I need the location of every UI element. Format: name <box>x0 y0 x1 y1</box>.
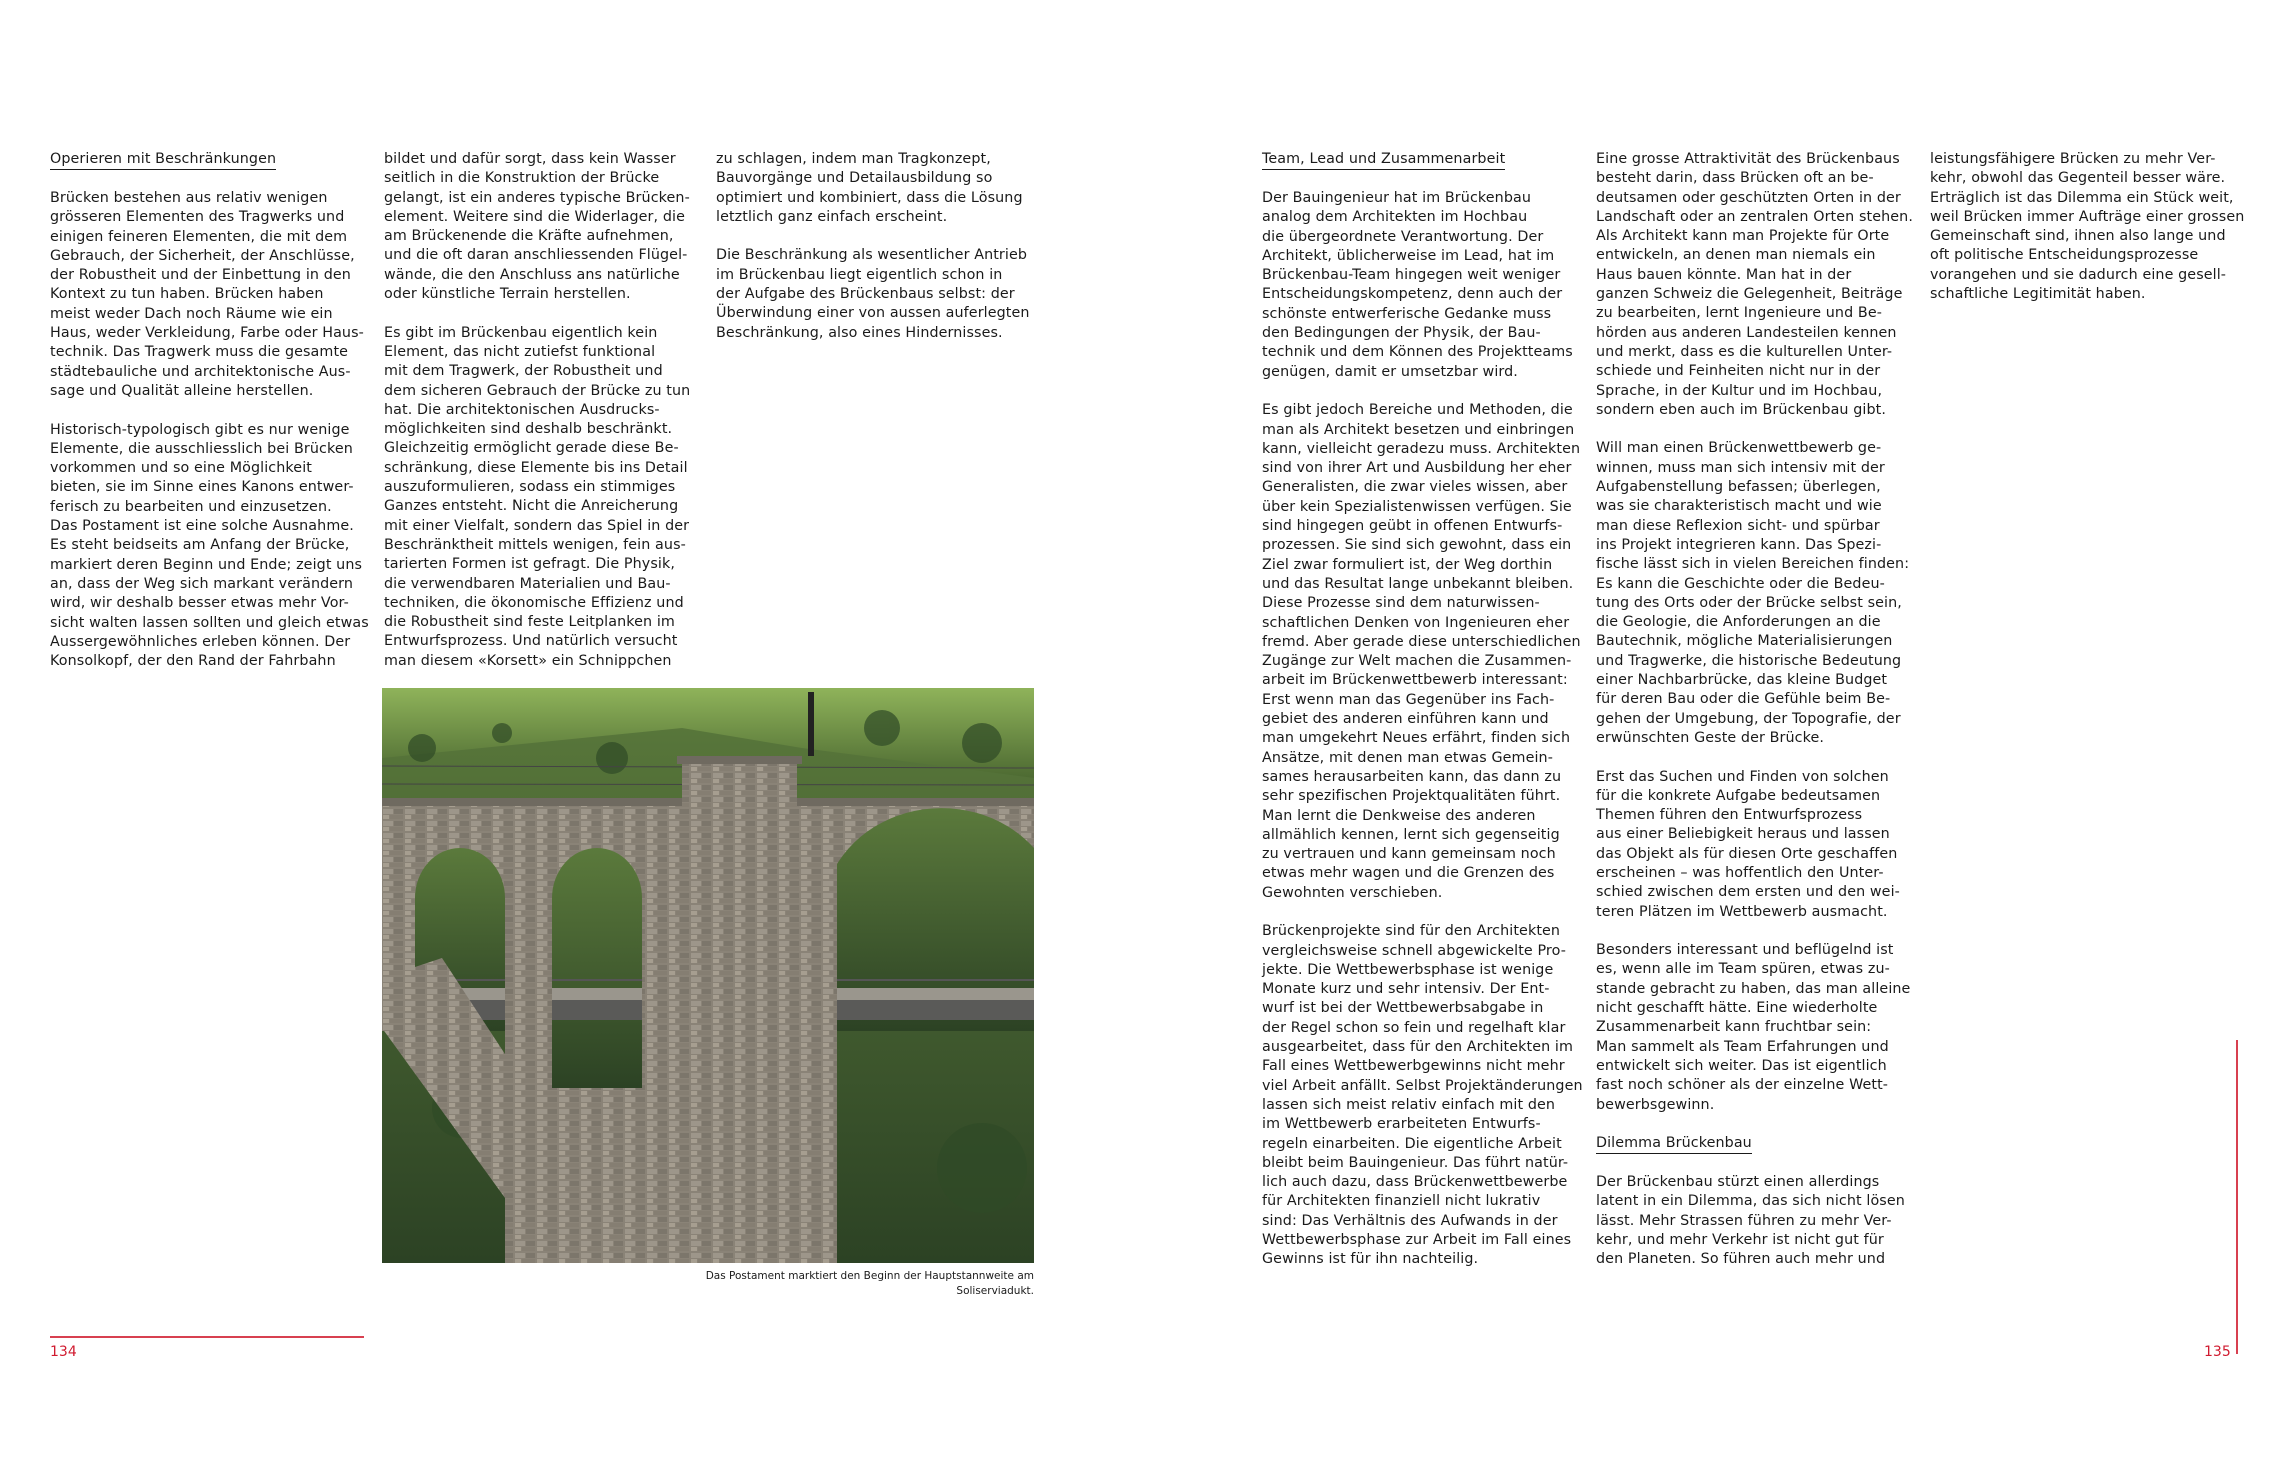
text-line: technik und dem Können des Projektteams <box>1262 344 1573 361</box>
text-line: Entwurfsprozess. Und natürlich versucht <box>384 633 678 650</box>
text-line: einigen feineren Elementen, die mit dem <box>50 228 348 245</box>
text-line: hörden aus anderen Landesteilen kennen <box>1596 324 1897 341</box>
text-line: schaftlichen Denken von Ingenieuren eher <box>1262 614 1570 631</box>
text-line: den Bedingungen der Physik, der Bau- <box>1262 325 1541 342</box>
paragraph-gap <box>384 304 714 323</box>
text-line: die verwendbaren Materialien und Bau- <box>384 575 671 592</box>
text-line: regeln einarbeiten. Die eigentliche Arbeit <box>1262 1135 1562 1152</box>
text-line: Element, das nicht zutiefst funktional <box>384 343 656 360</box>
text-block <box>716 150 1046 362</box>
text-line: im Brückenbau liegt eigentlich schon in <box>716 266 1003 283</box>
text-line: stande gebracht zu haben, das man alleine <box>1596 980 1911 997</box>
text-line: möglichkeiten sind deshalb beschränkt. <box>384 421 673 438</box>
text-line: Sprache, in der Kultur und im Hochbau, <box>1596 382 1883 399</box>
paragraph-gap <box>1262 382 1592 401</box>
text-line: jekte. Die Wettbewerbsphase ist wenige <box>1262 961 1554 978</box>
text-line: Gemeinschaft sind, ihnen also lange und <box>1930 228 2226 245</box>
text-line: Ansätze, mit denen man etwas Gemein- <box>1262 749 1553 766</box>
text-line: Aufgabenstellung befassen; überlegen, <box>1596 479 1881 496</box>
paragraph-gap <box>1596 420 1926 439</box>
paragraph-gap <box>1262 1270 1592 1289</box>
text-line: Haus, weder Verkleidung, Farbe oder Haus- <box>50 325 364 342</box>
text-line: kehr, obwohl das Gegenteil besser wäre. <box>1930 170 2226 187</box>
text-line: Als Architekt kann man Projekte für Orte <box>1596 228 1890 245</box>
text-line: Gewinns ist für ihn nachteilig. <box>1262 1251 1479 1268</box>
text-line: aus einer Beliebigkeit heraus und lassen <box>1596 826 1890 843</box>
viaduct-photo <box>382 688 1034 1263</box>
text-line: Ziel zwar formuliert ist, der Weg dorthin <box>1262 556 1553 573</box>
text-line: meist weder Dach noch Räume wie ein <box>50 305 333 322</box>
text-line: an, dass der Weg sich markant verändern <box>50 575 354 592</box>
text-line: ausgearbeitet, dass für den Architekten im <box>1262 1039 1574 1056</box>
text-line: für Architekten finanziell nicht lukrativ <box>1262 1193 1541 1210</box>
text-line: Eine grosse Attraktivität des Brückenbaus <box>1596 151 1900 167</box>
paragraph-gap <box>716 343 1046 362</box>
text-line: sind von ihrer Art und Ausbildung her eher <box>1262 460 1572 477</box>
text-line: genügen, damit er umsetzbar wird. <box>1262 363 1518 380</box>
paragraph-gap <box>50 401 380 420</box>
text-line: kehr, und mehr Verkehr ist nicht gut für <box>1596 1232 1884 1249</box>
text-line: leistungsfähigere Brücken zu mehr Ver- <box>1930 151 2216 167</box>
text-line: etwas mehr wagen und die Grenzen des <box>1262 865 1555 882</box>
text-line: Diese Prozesse sind dem naturwissen- <box>1262 595 1540 612</box>
text-line: Bauvorgänge und Detailausbildung so <box>716 170 993 187</box>
text-line: Das Postament ist eine solche Ausnahme. <box>50 518 354 535</box>
text-line: hat. Die architektonischen Ausdrucks- <box>384 401 660 418</box>
text-line: vergleichsweise schnell abgewickelte Pro- <box>1262 942 1566 959</box>
text-block <box>384 150 714 690</box>
text-line: Beschränkung, also eines Hindernisses. <box>716 324 1003 341</box>
text-block <box>1596 150 1926 1134</box>
text-line: gebiet des anderen einführen kann und <box>1262 711 1549 728</box>
text-line: schönste entwerferische Gedanke muss <box>1262 305 1552 322</box>
text-line: element. Weitere sind die Widerlager, die <box>384 208 685 225</box>
text-line: viel Arbeit anfällt. Selbst Projektänderungen <box>1262 1077 1583 1094</box>
text-line: im Wettbewerb erarbeiteten Entwurfs- <box>1262 1116 1541 1133</box>
text-line: seitlich in die Konstruktion der Brücke <box>384 170 660 187</box>
text-line: Fall eines Wettbewerbgewinns nicht mehr <box>1262 1058 1565 1075</box>
text-line: Überwindung einer von aussen auferlegten <box>716 305 1030 322</box>
text-line: Gewohnten verschieben. <box>1262 884 1443 901</box>
paragraph-gap <box>1262 903 1592 922</box>
text-line: Der Bauingenieur hat im Brückenbau <box>1262 190 1532 206</box>
text-line: gelangt, ist ein anderes typische Brücken- <box>384 189 690 206</box>
text-line: auszuformulieren, sodass ein stimmiges <box>384 479 676 496</box>
text-line: fast noch schöner als der einzelne Wett- <box>1596 1077 1889 1094</box>
section-subheading: Dilemma Brückenbau <box>1596 1134 1752 1154</box>
text-line: Es gibt jedoch Bereiche und Methoden, die <box>1262 402 1573 419</box>
text-line: lich auch dazu, dass Brückenwettbewerbe <box>1262 1174 1568 1191</box>
text-line: tarierten Formen ist gefragt. Die Physik, <box>384 556 676 573</box>
text-line: sind: Das Verhältnis des Aufwands in der <box>1262 1212 1558 1229</box>
text-line: mit dem Tragwerk, der Robustheit und <box>384 363 663 380</box>
text-line: Erst wenn man das Gegenüber ins Fach- <box>1262 691 1555 708</box>
text-line: Konsolkopf, der den Rand der Fahrbahn <box>50 653 336 670</box>
text-line: analog dem Architekten im Hochbau <box>1262 209 1528 226</box>
text-line: Besonders interessant und beflügelnd ist <box>1596 942 1894 959</box>
text-line: zu vertrauen und kann gemeinsam noch <box>1262 846 1556 863</box>
text-line: fische lässt sich in vielen Bereichen finden: <box>1596 556 1910 573</box>
text-line: die Geologie, die Anforderungen an die <box>1596 614 1881 631</box>
text-line: und das Resultat lange unbekannt bleiben. <box>1262 575 1574 592</box>
text-line: ins Projekt integrieren kann. Das Spezi- <box>1596 536 1882 553</box>
text-line: man umgekehrt Neues erfährt, finden sich <box>1262 730 1571 747</box>
text-line: Ganzes entsteht. Nicht die Anreicherung <box>384 498 679 515</box>
text-line: oft politische Entscheidungsprozesse <box>1930 247 2199 264</box>
text-line: tung des Orts oder der Brücke selbst sein, <box>1596 594 1902 611</box>
text-line: sondern eben auch im Brückenbau gibt. <box>1596 401 1887 418</box>
text-line: Es steht beidseits am Anfang der Brücke, <box>50 537 350 554</box>
text-line: die übergeordnete Verantwortung. Der <box>1262 228 1544 245</box>
paragraph-gap <box>50 671 380 690</box>
text-line: Es gibt im Brückenbau eigentlich kein <box>384 324 658 341</box>
text-line: es, wenn alle im Team spüren, etwas zu- <box>1596 961 1890 978</box>
text-line: bildet und dafür sorgt, dass kein Wasser <box>384 151 676 167</box>
text-line: man diesem «Korsett» ein Schnippchen <box>384 652 672 669</box>
text-line: kann, vielleicht geradezu muss. Architekten <box>1262 440 1581 457</box>
text-line: für die konkrete Aufgabe bedeutsamen <box>1596 787 1881 804</box>
text-line: schiede und Feinheiten nicht nur in der <box>1596 363 1881 380</box>
text-line: Monate kurz und sehr intensiv. Der Ent- <box>1262 981 1550 998</box>
text-line: der Regel schon so fein und regelhaft klar <box>1262 1019 1566 1036</box>
left-column-1 <box>50 150 380 691</box>
text-line: wände, die den Anschluss ans natürliche <box>384 266 680 283</box>
text-line: latent in ein Dilemma, das sich nicht lösen <box>1596 1193 1905 1210</box>
text-line: man als Architekt besetzen und einbringen <box>1262 421 1575 438</box>
text-line: das Objekt als für diesen Orte geschaffen <box>1596 845 1898 862</box>
paragraph-gap <box>1596 1270 1926 1289</box>
text-line: lassen sich meist relativ einfach mit den <box>1262 1096 1556 1113</box>
text-line: Gebrauch, der Sicherheit, der Anschlüsse, <box>50 247 355 264</box>
text-line: und Tragwerke, die historische Bedeutung <box>1596 652 1902 669</box>
text-block <box>50 189 380 691</box>
page-rule-left <box>50 1336 364 1338</box>
text-line: vorangehen und sie dadurch eine gesell- <box>1930 266 2227 283</box>
text-line: markiert deren Beginn und Ende; zeigt uns <box>50 556 363 573</box>
text-line: techniken, die ökonomische Effizienz und <box>384 594 684 611</box>
text-block <box>1930 150 2260 324</box>
text-line: erscheinen – was hoffentlich den Unter- <box>1596 864 1884 881</box>
text-line: wird, wir deshalb besser etwas mehr Vor- <box>50 595 349 612</box>
text-line: oder künstliche Terrain herstellen. <box>384 286 631 303</box>
text-line: Die Beschränkung als wesentlicher Antrieb <box>716 247 1028 264</box>
text-line: vorkommen und so eine Möglichkeit <box>50 460 312 477</box>
text-line: optimiert und kombiniert, dass die Lösung <box>716 189 1023 206</box>
text-line: Architekt, üblicherweise im Lead, hat im <box>1262 247 1555 264</box>
text-line: winnen, muss man sich intensiv mit der <box>1596 459 1885 476</box>
page-number-right: 135 <box>2204 1344 2231 1360</box>
section-heading: Team, Lead und Zusammenarbeit <box>1262 150 1505 170</box>
page-number-left: 134 <box>50 1344 77 1360</box>
text-line: entwickelt sich weiter. Das ist eigentlich <box>1596 1057 1887 1074</box>
text-line: gehen der Umgebung, der Topografie, der <box>1596 710 1901 727</box>
text-line: Haus bauen könnte. Man hat in der <box>1596 266 1852 283</box>
text-line: ganzen Schweiz die Gelegenheit, Beiträge <box>1596 286 1903 303</box>
text-line: Generalisten, die zwar vieles wissen, aber <box>1262 479 1568 496</box>
text-line: wurf ist bei der Wettbewerbsabgabe in <box>1262 1000 1544 1017</box>
text-line: arbeit im Brückenwettbewerb interessant: <box>1262 672 1568 689</box>
text-line: Aussergewöhnliches erleben können. Der <box>50 633 351 650</box>
text-line: bleibt beim Bauingenieur. Das führt natür- <box>1262 1154 1569 1171</box>
text-line: Brücken bestehen aus relativ wenigen <box>50 190 328 206</box>
text-line: Zugänge zur Welt machen die Zusammen- <box>1262 653 1572 670</box>
text-line: man diese Reflexion sicht- und spürbar <box>1596 517 1880 534</box>
page-rule-right <box>2236 1040 2238 1354</box>
text-line: Brückenprojekte sind für den Architekten <box>1262 923 1561 940</box>
text-line: Historisch-typologisch gibt es nur wenige <box>50 421 350 438</box>
text-line: Landschaft oder an zentralen Orten stehen. <box>1596 208 1913 225</box>
text-line: bewerbsgewinn. <box>1596 1096 1715 1113</box>
text-line: sind hingegen geübt in offenen Entwurfs- <box>1262 518 1563 535</box>
text-line: deutsamen oder geschützten Orten in der <box>1596 189 1901 206</box>
paragraph-gap <box>1930 304 2260 323</box>
text-line: der Aufgabe des Brückenbaus selbst: der <box>716 286 1015 303</box>
text-line: entwickeln, an denen man niemals ein <box>1596 247 1876 264</box>
text-line: städtebauliche und architektonische Aus- <box>50 363 351 380</box>
text-line: Beschränktheit mittels wenigen, fein aus- <box>384 536 686 553</box>
text-line: teren Plätzen im Wettbewerb ausmacht. <box>1596 903 1888 920</box>
text-line: Es kann die Geschichte oder die Bedeu- <box>1596 575 1885 592</box>
text-line: sames herausarbeiten kann, das dann zu <box>1262 768 1562 785</box>
text-line: Zusammenarbeit kann fruchtbar sein: <box>1596 1019 1872 1036</box>
text-line: prozessen. Sie sind sich gewohnt, dass ein <box>1262 537 1572 554</box>
text-line: über kein Spezialistenwissen verfügen. Sie <box>1262 498 1572 515</box>
text-line: technik. Das Tragwerk muss die gesamte <box>50 344 349 361</box>
paragraph-gap <box>1596 922 1926 941</box>
text-line: nicht geschafft hätte. Eine wiederholte <box>1596 1000 1878 1017</box>
text-line: schränkung, diese Elemente bis ins Detail <box>384 459 688 476</box>
text-line: am Brückenende die Kräfte aufnehmen, <box>384 228 674 245</box>
left-column-2 <box>384 150 714 690</box>
text-line: zu bearbeiten, lernt Ingenieure und Be- <box>1596 305 1882 322</box>
text-line: Wettbewerbsphase zur Arbeit im Fall eines <box>1262 1232 1572 1249</box>
text-line: fremd. Aber gerade diese unterschiedlichen <box>1262 633 1581 650</box>
text-block <box>1262 189 1592 1289</box>
text-line: dem sicheren Gebrauch der Brücke zu tun <box>384 382 691 399</box>
caption-line: Das Postament marktiert den Beginn der Hauptstannweite am <box>705 1270 1034 1282</box>
text-line: weil Brücken immer Aufträge einer grossen <box>1930 208 2245 225</box>
text-line: Will man einen Brückenwettbewerb ge- <box>1596 440 1882 457</box>
text-line: letztlich ganz einfach erscheint. <box>716 208 948 225</box>
text-line: lässt. Mehr Strassen führen zu mehr Ver- <box>1596 1212 1892 1229</box>
text-line: mit einer Vielfalt, sondern das Spiel in der <box>384 517 690 534</box>
caption-line: Soliserviadukt. <box>956 1284 1034 1297</box>
text-line: Man sammelt als Team Erfahrungen und <box>1596 1038 1889 1055</box>
text-line: ferisch zu bearbeiten und einzusetzen. <box>50 498 332 515</box>
paragraph-gap <box>1596 748 1926 767</box>
text-line: schied zwischen dem ersten und den wei- <box>1596 884 1900 901</box>
text-line: Kontext zu tun haben. Brücken haben <box>50 286 324 303</box>
text-line: erwünschten Geste der Brücke. <box>1596 729 1825 746</box>
right-column-2 <box>1596 150 1926 1289</box>
section-heading: Operieren mit Beschränkungen <box>50 150 276 170</box>
right-column-3 <box>1930 150 2260 324</box>
text-line: Man lernt die Denkweise des anderen <box>1262 807 1536 824</box>
text-line: Erträglich ist das Dilemma ein Stück weit, <box>1930 189 2234 206</box>
text-line: zu schlagen, indem man Tragkonzept, <box>716 151 991 167</box>
text-line: Gleichzeitig ermöglicht gerade diese Be- <box>384 440 679 457</box>
text-line: grösseren Elementen des Tragwerks und <box>50 209 345 226</box>
text-line: sicht walten lassen sollten und gleich etwas <box>50 614 369 631</box>
text-line: die Robustheit sind feste Leitplanken im <box>384 614 675 631</box>
stone-viaduct-image <box>382 688 1034 1263</box>
paragraph-gap <box>1596 1115 1926 1134</box>
text-line: und merkt, dass es die kulturellen Unter- <box>1596 343 1893 360</box>
text-line: Themen führen den Entwurfsprozess <box>1596 807 1863 824</box>
text-line: einer Nachbarbrücke, das kleine Budget <box>1596 672 1888 689</box>
text-line: den Planeten. So führen auch mehr und <box>1596 1251 1886 1268</box>
text-line: besteht darin, dass Brücken oft an be- <box>1596 170 1874 187</box>
text-line: sehr spezifischen Projektqualitäten führt. <box>1262 788 1561 805</box>
right-column-1 <box>1262 150 1592 1289</box>
text-line: Elemente, die ausschliesslich bei Brücken <box>50 440 353 457</box>
text-line: Bautechnik, mögliche Materialisierungen <box>1596 633 1893 650</box>
text-line: und die oft daran anschliessenden Flügel- <box>384 247 688 264</box>
text-line: für deren Bau oder die Gefühle beim Be- <box>1596 691 1891 708</box>
photo-caption <box>560 1269 1034 1298</box>
text-line: bieten, sie im Sinne eines Kanons entwer- <box>50 479 354 496</box>
text-line: schaftliche Legitimität haben. <box>1930 286 2146 303</box>
text-line: allmählich kennen, lernt sich gegenseitig <box>1262 826 1560 843</box>
text-block <box>1596 1173 1926 1289</box>
text-line: sage und Qualität alleine herstellen. <box>50 382 314 399</box>
text-line: was sie charakteristisch macht und wie <box>1596 498 1882 515</box>
paragraph-gap <box>716 227 1046 246</box>
text-line: Brückenbau-Team hingegen weit weniger <box>1262 267 1561 284</box>
text-line: Erst das Suchen und Finden von solchen <box>1596 768 1889 785</box>
text-line: Entscheidungskompetenz, denn auch der <box>1262 286 1563 303</box>
text-line: Der Brückenbau stürzt einen allerdings <box>1596 1174 1880 1191</box>
text-line: der Robustheit und der Einbettung in den <box>50 267 351 284</box>
left-column-3 <box>716 150 1046 362</box>
